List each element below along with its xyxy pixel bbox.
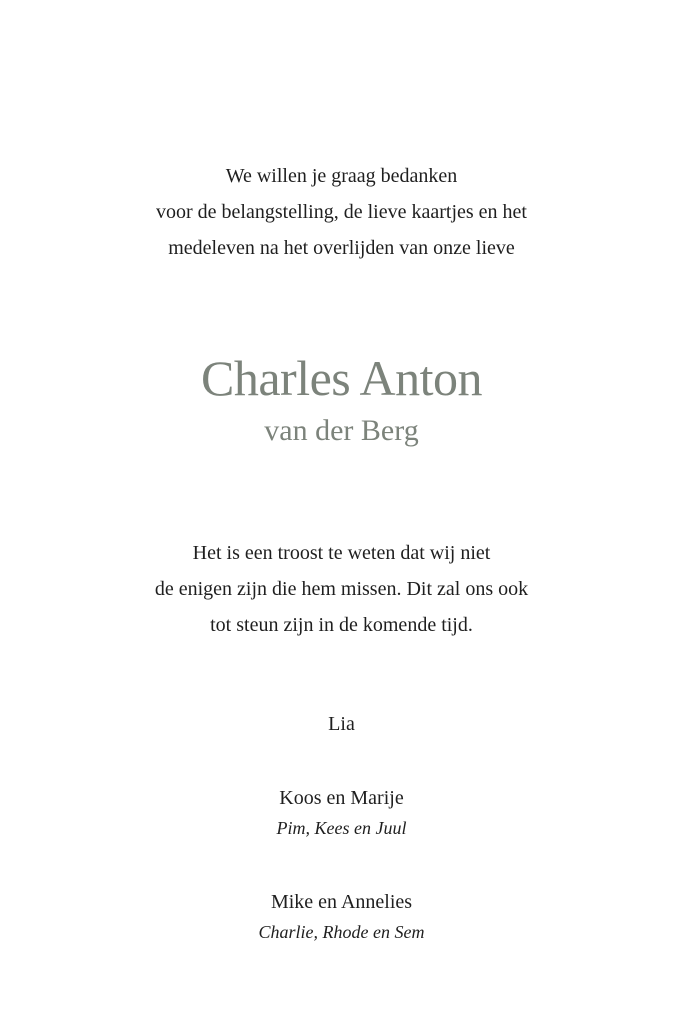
- deceased-first-names: Charles Anton: [201, 350, 482, 406]
- signatures: [0, 708, 683, 946]
- comfort-text: [0, 535, 683, 643]
- signature-family-children: Charlie, Rhode en Sem: [258, 922, 425, 942]
- signature-family-parents: Mike en Annelies: [270, 891, 413, 913]
- deceased-name: [0, 345, 683, 451]
- intro-line: medeleven na het overlijden van onze lieve: [168, 237, 515, 259]
- intro-line: voor de belangstelling, de lieve kaartjes en het: [156, 201, 527, 223]
- signature-family-children: Pim, Kees en Juul: [276, 818, 407, 838]
- comfort-line: tot steun zijn in de komende tijd.: [210, 614, 473, 636]
- signature-partner: Lia: [328, 713, 355, 735]
- comfort-line: de enigen zijn die hem missen. Dit zal ons ook: [154, 578, 529, 600]
- signature-family-parents: Koos en Marije: [279, 787, 404, 809]
- intro-text: [0, 158, 683, 266]
- deceased-surname: van der Berg: [264, 414, 419, 447]
- comfort-line: Het is een troost te weten dat wij niet: [192, 542, 491, 564]
- intro-line: We willen je graag bedanken: [225, 165, 458, 187]
